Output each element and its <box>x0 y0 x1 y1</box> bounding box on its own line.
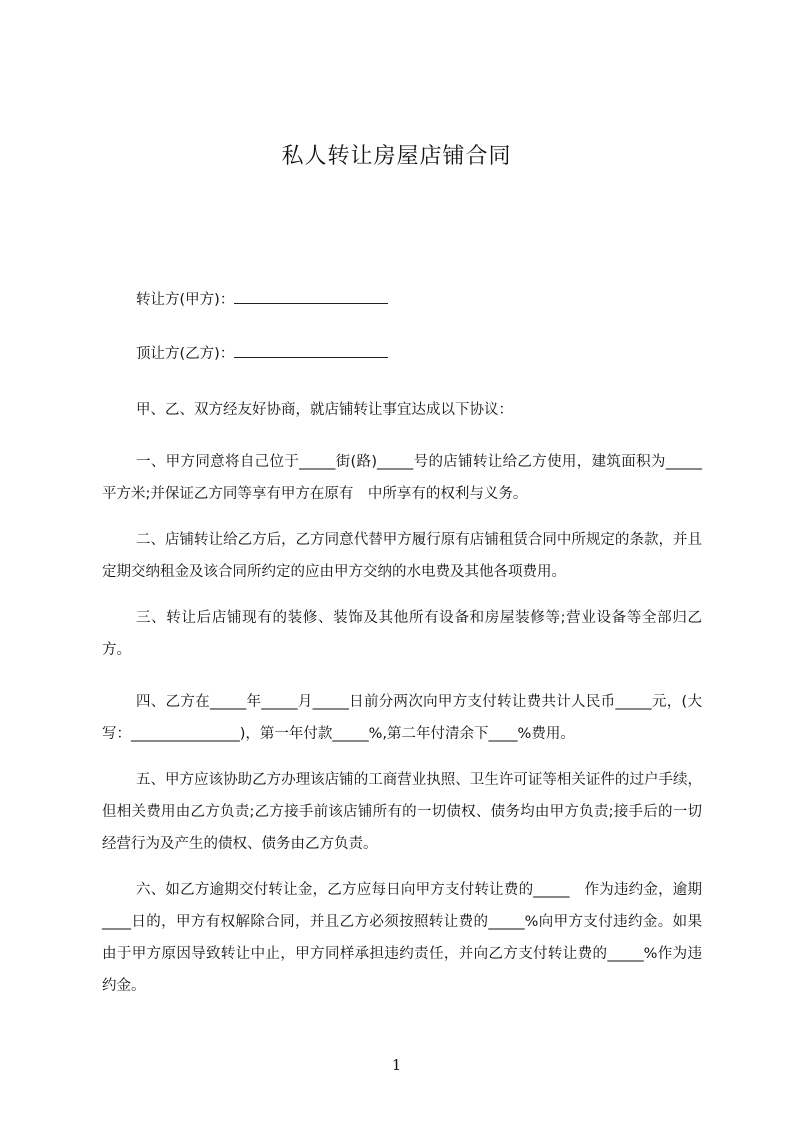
intro-paragraph: 甲、乙、双方经友好协商，就店铺转让事宜达成以下协议： <box>136 402 513 418</box>
clause-5: 五、甲方应该协助乙方办理该店铺的工商营业执照、卫生许可证等相关证件的过户手续，但相关费用由乙方负责;乙方接手前该店铺所有的一切债权、债务均由甲方负责;接手后的一切经营行为及产生的债权、债务由乙方负责。 <box>102 772 702 852</box>
party-a-line <box>136 288 388 312</box>
clause-3: 三、转让后店铺现有的装修、装饰及其他所有设备和房屋装修等;营业设备等全部归乙方。 <box>102 610 702 658</box>
party-a-label: 转让方(甲方)： <box>136 292 235 308</box>
clause-2: 二、店铺转让给乙方后，乙方同意代替甲方履行原有店铺租赁合同中所规定的条款，并且定期交纳租金及该合同所约定的应由甲方交纳的水电费及其他各项费用。 <box>102 532 702 580</box>
document-title: 私人转让房屋店铺合同 <box>281 144 512 169</box>
party-b-blank <box>234 342 388 358</box>
clause-4: 四、乙方在_____年_____月_____日前分两次向甲方支付转让费共计人民币_____元，(大写：_______________)，第一年付款_____%,第二年付清余下____%费用。 <box>102 694 702 742</box>
clause-6: 六、如乙方逾期交付转让金，乙方应每日向甲方支付转让费的_____ 作为违约金，逾期____日的，甲方有权解除合同，并且乙方必须按照转让费的_____%向甲方支付违约金。如果由于甲方原因导致转让中止，甲方同样承担违约责任，并向乙方支付转让费的_____%作为违约金。 <box>102 882 702 994</box>
party-b-line <box>136 342 388 366</box>
party-b-label: 顶让方(乙方)： <box>136 346 235 362</box>
page-number: 1 <box>391 1056 402 1074</box>
clause-1: 一、甲方同意将自己位于_____街(路)_____号的店铺转让给乙方使用，建筑面积为_____平方米;并保证乙方同等享有甲方在原有 中所享有的权利与义务。 <box>102 454 702 502</box>
party-a-blank <box>234 288 388 304</box>
